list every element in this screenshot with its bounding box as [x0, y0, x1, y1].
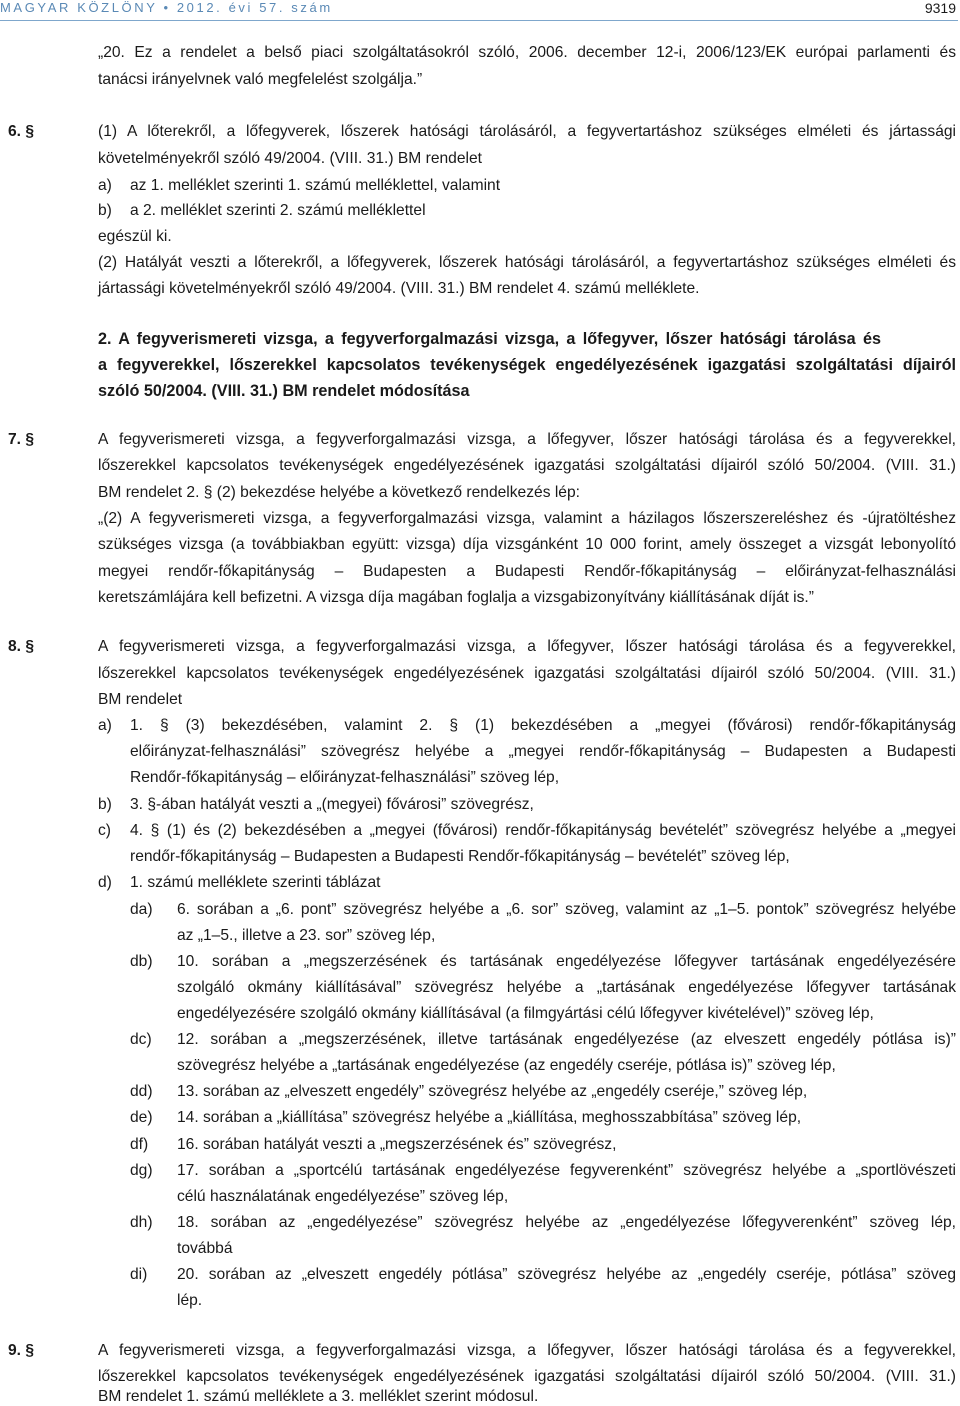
- page-header: [0, 0, 958, 20]
- item-label: b): [98, 202, 112, 219]
- text-line: „20. Ez a rendelet a belső piaci szolgáltatásokról szóló, 2006. december 12-i, 2006/123/EK európai parlamenti és: [98, 45, 956, 61]
- text-line: A fegyverismereti vizsga, a fegyverforgalmazási vizsga, a lőfegyver, lőszer hatósági tárolása és a fegyverekkel,: [98, 1343, 956, 1359]
- subitem-label: dd): [130, 1083, 153, 1100]
- item-label: b): [98, 796, 112, 813]
- subitem-text: célú használatának engedélyezése” szöveg lép,: [177, 1188, 509, 1205]
- item-label: d): [98, 874, 112, 891]
- subitem-label: di): [130, 1266, 148, 1283]
- page-number: 9319: [924, 0, 956, 16]
- paragraph-line: (1) A lőterekről, a lőfegyverek, lőszerek hatósági tárolásáról, a fegyvertartáshoz szükséges elméleti és jártassági: [98, 124, 956, 140]
- section-number: 9. §: [8, 1342, 35, 1359]
- subitem-text: 6. sorában a „6. pont” szövegrész helyébe a „6. sor” szöveg, valamint az „1–5. pontok” szövegrész helyébe: [177, 902, 956, 918]
- text-line: megyei rendőr-főkapitányság – Budapesten a Budapesti Rendőr-főkapitányság – előirányzat-felhasználási: [98, 564, 956, 580]
- paragraph-line: követelményekről szóló 49/2004. (VIII. 31.) BM rendelet: [98, 150, 482, 167]
- item-text: a 2. melléklet szerinti 2. számú melléklettel: [130, 202, 426, 219]
- item-text: 4. § (1) és (2) bekezdésében a „megyei (fővárosi) rendőr-főkapitányság bevételét” szövegrész helyébe a „megyei: [130, 823, 956, 839]
- paragraph-line: (2) Hatályát veszti a lőterekről, a lőfegyverek, lőszerek hatósági tárolásáról, a fegyvertartáshoz szükséges elméleti és: [98, 255, 956, 271]
- text-line: tanácsi irányelvnek való megfelelést szolgálja.”: [98, 71, 423, 88]
- item-text: 1. § (3) bekezdésében, valamint 2. § (1) bekezdésében a „megyei (fővárosi) rendőr-főkapitányság: [130, 718, 956, 734]
- text-line: lőszerekkel kapcsolatos tevékenységek engedélyezésének igazgatási szolgáltatási díjairól szóló 50/2004. (VIII. 31.): [98, 458, 956, 474]
- text-line: BM rendelet 1. számú melléklete a 3. melléklet szerint módosul.: [98, 1388, 539, 1405]
- subitem-label: dg): [130, 1162, 153, 1179]
- text-line: BM rendelet: [98, 691, 183, 708]
- subitem-label: db): [130, 953, 153, 970]
- item-text: 1. számú melléklete szerinti táblázat: [130, 874, 381, 891]
- text-line: BM rendelet 2. § (2) bekezdése helyébe a következő rendelkezés lép:: [98, 484, 580, 501]
- subitem-label: dc): [130, 1031, 152, 1048]
- subitem-label: dh): [130, 1214, 153, 1231]
- section-number: 7. §: [8, 431, 35, 448]
- text-line: szükséges vizsga (a továbbiakban együtt: vizsga) díja vizsgánként 10 000 forint, amely összeget a vizsgát lebonyolító: [98, 537, 956, 553]
- subitem-text: szolgáló okmány kiállításával” szövegrész helyébe a „tartásának engedélyezése lőfegyver tartásának: [177, 980, 956, 996]
- subitem-text: 13. sorában az „elveszett engedély” szövegrész helyébe az „engedély cseréje,” szöveg lép,: [177, 1083, 808, 1100]
- subitem-text: szövegrész helyébe a „tartásának engedélyezése (az engedély cseréje, pótlása is)” szöveg lép,: [177, 1057, 836, 1074]
- text-line: lőszerekkel kapcsolatos tevékenységek engedélyezésének igazgatási szolgáltatási díjairól szóló 50/2004. (VIII. 31.): [98, 666, 956, 682]
- section-heading: szóló 50/2004. (VIII. 31.) BM rendelet módosítása: [98, 382, 470, 400]
- item-text: az 1. melléklet szerinti 1. számú melléklettel, valamint: [130, 177, 501, 194]
- text-line: A fegyverismereti vizsga, a fegyverforgalmazási vizsga, a lőfegyver, lőszer hatósági tárolása és a fegyverekkel,: [98, 432, 956, 448]
- item-text: rendőr-főkapitányság – Budapesten a Budapesti Rendőr-főkapitányság – bevételét” szöveg lép,: [130, 848, 790, 865]
- header-rule: [0, 20, 958, 21]
- text-line: keretszámlájára kell befizetni. A vizsga díja magában foglalja a vizsgabizonyítvány kiállításának díját is.”: [98, 589, 814, 606]
- text-line: „(2) A fegyverismereti vizsga, a fegyverforgalmazási vizsga, valamint a házilagos lőszerszereléshez és -újratöltéshez: [98, 511, 956, 527]
- section-heading: a fegyverekkel, lőszerekkel kapcsolatos tevékenységek engedélyezésének igazgatási szolgáltatási díjairól: [98, 357, 956, 374]
- item-label: a): [98, 717, 112, 734]
- section-number: 8. §: [8, 638, 35, 655]
- item-text: Rendőr-főkapitányság – előirányzat-felhasználási” szöveg lép,: [130, 769, 560, 786]
- subitem-text: továbbá: [177, 1240, 233, 1257]
- subitem-text: 10. sorában a „megszerzésének és tartásának engedélyezése lőfegyver tartásának engedélyezésére: [177, 954, 956, 970]
- subitem-text: 16. sorában hatályát veszti a „megszerzésének és” szövegrész,: [177, 1136, 617, 1153]
- subitem-text: 17. sorában a „sportcélú tartásának engedélyezése fegyverenként” szövegrész helyébe a „sportlövészeti: [177, 1163, 956, 1179]
- subitem-text: 18. sorában az „engedélyezése” szövegrész helyébe az „engedélyezése lőfegyverenként” szöveg lép,: [177, 1215, 956, 1231]
- text-line: A fegyverismereti vizsga, a fegyverforgalmazási vizsga, a lőfegyver, lőszer hatósági tárolása és a fegyverekkel,: [98, 639, 956, 655]
- item-label: a): [98, 177, 112, 194]
- item-label: c): [98, 822, 111, 839]
- subitem-label: df): [130, 1136, 149, 1153]
- section-number: 6. §: [8, 123, 35, 140]
- subitem-text: 12. sorában a „megszerzésének, illetve tartásának engedélyezése (az elveszett engedély pótlása is)”: [177, 1032, 956, 1048]
- item-text: 3. §-ában hatályát veszti a „(megyei) fővárosi” szövegrész,: [130, 796, 534, 813]
- subitem-label: de): [130, 1109, 153, 1126]
- subitem-text: lép.: [177, 1292, 203, 1309]
- subitem-text: 20. sorában az „elveszett engedély pótlása” szövegrész helyébe az „engedély cseréje, pótlása” szöveg: [177, 1267, 956, 1283]
- journal-title: MAGYAR KÖZLÖNY • 2012. évi 57. szám: [0, 0, 333, 15]
- subitem-label: da): [130, 901, 153, 918]
- section-heading: 2. A fegyverismereti vizsga, a fegyverforgalmazási vizsga, a lőfegyver, lőszer hatósági tárolása és: [98, 331, 881, 348]
- item-text: előirányzat-felhasználási” szövegrész helyébe a „megyei rendőr-főkapitányság – Budapesten a Budapesti: [130, 744, 956, 760]
- text-line: lőszerekkel kapcsolatos tevékenységek engedélyezésének igazgatási szolgáltatási díjairól szóló 50/2004. (VIII. 31.): [98, 1369, 956, 1385]
- subitem-text: engedélyezésére szolgáló okmány kiállításával (a filmgyártási célú lőfegyver kivételével)” szöveg lép,: [177, 1005, 874, 1022]
- text-line: egészül ki.: [98, 228, 172, 245]
- subitem-text: az „1–5., illetve a 23. sor” szöveg lép,: [177, 927, 436, 944]
- subitem-text: 14. sorában a „kiállítása” szövegrész helyébe a „kiállítása, meghosszabbítása” szöveg lép,: [177, 1109, 802, 1126]
- paragraph-line: jártassági követelményekről szóló 49/2004. (VIII. 31.) BM rendelet 4. számú melléklete.: [98, 280, 700, 297]
